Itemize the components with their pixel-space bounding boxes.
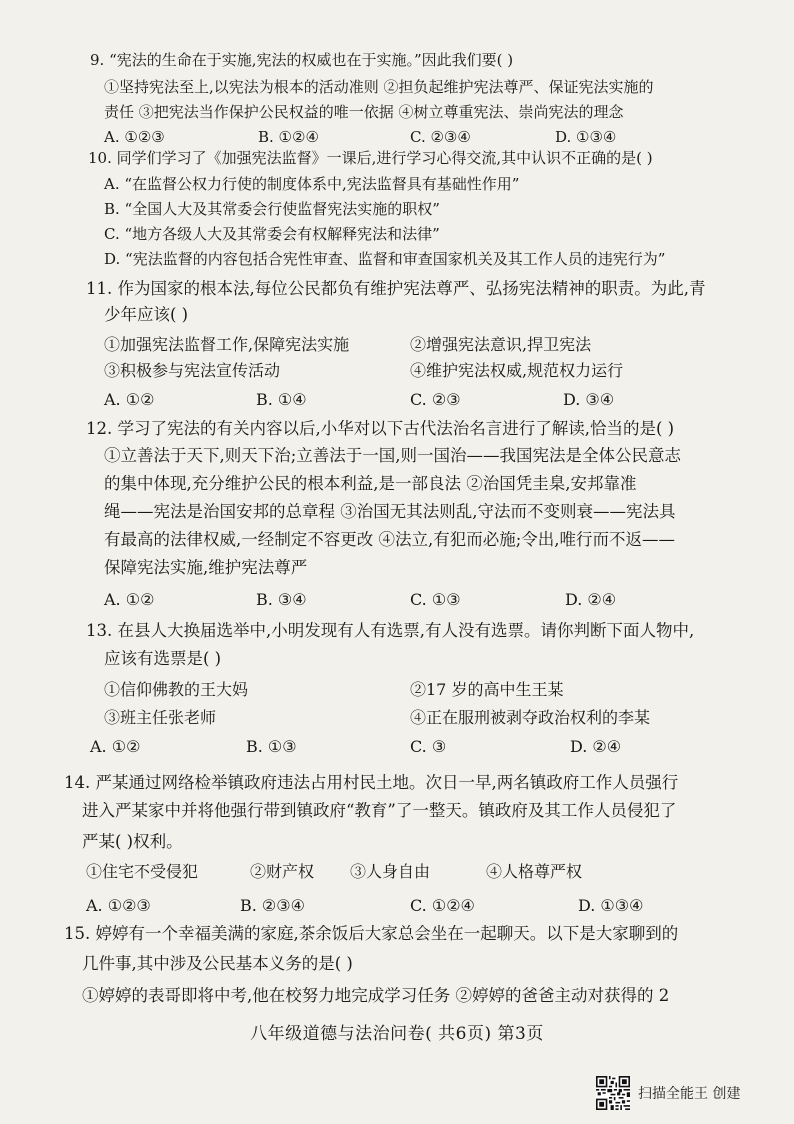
question-12-text-line: 绳——宪法是治国安邦的总章程 ③治国无其法则乱,守法而不变则衰——宪法具	[104, 502, 676, 521]
question-9-option-c[interactable]: C. ②③④	[410, 128, 471, 146]
question-12-option-d[interactable]: D. ②④	[565, 590, 617, 609]
question-9-option-a[interactable]: A. ①②③	[104, 128, 165, 146]
question-9-stem: 9. “宪法的生命在于实施,宪法的权威也在于实施。”因此我们要( )	[90, 51, 514, 69]
question-10-option-b[interactable]: B. “全国人大及其常委会行使监督宪法实施的职权”	[104, 200, 440, 218]
question-11-option-b[interactable]: B. ①④	[256, 390, 307, 409]
question-15-item-line: ①婷婷的表哥即将中考,他在校努力地完成学习任务 ②婷婷的爸爸主动对获得的 2	[82, 986, 670, 1005]
question-14-item-3: ③人身自由	[350, 862, 431, 881]
question-14-option-c[interactable]: C. ①②④	[410, 896, 475, 915]
question-11-option-c[interactable]: C. ②③	[410, 390, 461, 409]
question-9-option-b[interactable]: B. ①②④	[258, 128, 319, 146]
question-14-item-2: ②财产权	[250, 862, 315, 881]
question-14-item-4: ④人格尊严权	[486, 862, 583, 881]
question-11-item-4: ④维护宪法权威,规范权力运行	[410, 361, 624, 380]
scanner-watermark	[596, 1076, 740, 1110]
question-10-option-a[interactable]: A. “在监督公权力行使的制度体系中,宪法监督具有基础性作用”	[104, 175, 520, 193]
question-14-option-b[interactable]: B. ②③④	[240, 896, 305, 915]
page-footer: 八年级道德与法治问卷( 共6页) 第3页	[250, 1024, 544, 1044]
question-14-item-1: ①住宅不受侵犯	[86, 862, 199, 881]
question-11-item-2: ②增强宪法意识,捍卫宪法	[410, 335, 592, 354]
question-11-option-d[interactable]: D. ③④	[563, 390, 615, 409]
question-10-option-d[interactable]: D. “宪法监督的内容包括合宪性审查、监督和审查国家机关及其工作人员的违宪行为”	[104, 250, 666, 268]
question-12-text-line: 保障宪法实施,维护宪法尊严	[104, 558, 308, 577]
question-13-item-3: ③班主任张老师	[104, 708, 217, 727]
question-14-text-line: 进入严某家中并将他强行带到镇政府“教育”了一整天。镇政府及其工作人员侵犯了	[82, 801, 677, 820]
question-12-option-c[interactable]: C. ①③	[410, 590, 461, 609]
question-15-stem: 15. 婷婷有一个幸福美满的家庭,茶余饭后大家总会坐在一起聊天。以下是大家聊到的	[64, 924, 679, 943]
question-12-text-line: 的集中体现,充分维护公民的根本利益,是一部良法 ②治国凭圭臬,安邦靠准	[104, 474, 637, 493]
question-13-item-2: ②17 岁的高中生王某	[410, 680, 564, 699]
question-14-text-line: 严某( )权利。	[82, 832, 183, 851]
question-11-item-3: ③积极参与宪法宣传活动	[104, 361, 281, 380]
question-13-item-4: ④正在服刑被剥夺政治权利的李某	[410, 708, 651, 727]
scanner-label: 扫描全能王 创建	[638, 1086, 741, 1102]
question-12-option-a[interactable]: A. ①②	[104, 590, 155, 609]
question-12-stem: 12. 学习了宪法的有关内容以后,小华对以下古代法治名言进行了解读,恰当的是( )	[86, 419, 675, 438]
question-13-option-c[interactable]: C. ③	[410, 737, 447, 756]
question-14-stem: 14. 严某通过网络检举镇政府违法占用村民土地。次日一早,两名镇政府工作人员强行	[64, 773, 679, 792]
question-10-option-c[interactable]: C. “地方各级人大及其常委会有权解释宪法和法律”	[104, 225, 440, 243]
question-9-option-d[interactable]: D. ①③④	[555, 128, 617, 146]
question-12-text-line: 有最高的法律权威,一经制定不容更改 ④法立,有犯而必施;令出,唯行而不返——	[104, 530, 676, 549]
question-13-stem-cont: 应该有选票是( )	[104, 649, 222, 668]
question-13-item-1: ①信仰佛教的王大妈	[104, 680, 249, 699]
question-9-text-line: ①坚持宪法至上,以宪法为根本的活动准则 ②担负起维护宪法尊严、保证宪法实施的	[104, 78, 654, 96]
question-13-option-a[interactable]: A. ①②	[90, 737, 141, 756]
question-10-stem: 10. 同学们学习了《加强宪法监督》一课后,进行学习心得交流,其中认识不正确的是( )	[88, 149, 653, 167]
question-12-option-b[interactable]: B. ③④	[256, 590, 307, 609]
question-12-text-line: ①立善法于天下,则天下治;立善法于一国,则一国治——我国宪法是全体公民意志	[104, 446, 682, 465]
question-11-option-a[interactable]: A. ①②	[104, 390, 155, 409]
question-14-option-a[interactable]: A. ①②③	[86, 896, 151, 915]
question-13-stem: 13. 在县人大换届选举中,小明发现有人有选票,有人没有选票。请你判断下面人物中,	[86, 621, 695, 640]
question-11-stem-cont: 少年应该( )	[104, 305, 189, 324]
question-14-option-d[interactable]: D. ①③④	[578, 896, 644, 915]
question-11-item-1: ①加强宪法监督工作,保障宪法实施	[104, 335, 350, 354]
question-11-stem: 11. 作为国家的根本法,每位公民都负有维护宪法尊严、弘扬宪法精神的职责。为此,青	[86, 279, 706, 298]
question-13-option-b[interactable]: B. ①③	[246, 737, 297, 756]
question-13-option-d[interactable]: D. ②④	[570, 737, 622, 756]
question-15-stem-cont: 几件事,其中涉及公民基本义务的是( )	[82, 954, 353, 973]
qr-code-icon	[596, 1076, 630, 1110]
question-9-text-line: 责任 ③把宪法当作保护公民权益的唯一依据 ④树立尊重宪法、崇尚宪法的理念	[104, 103, 624, 121]
